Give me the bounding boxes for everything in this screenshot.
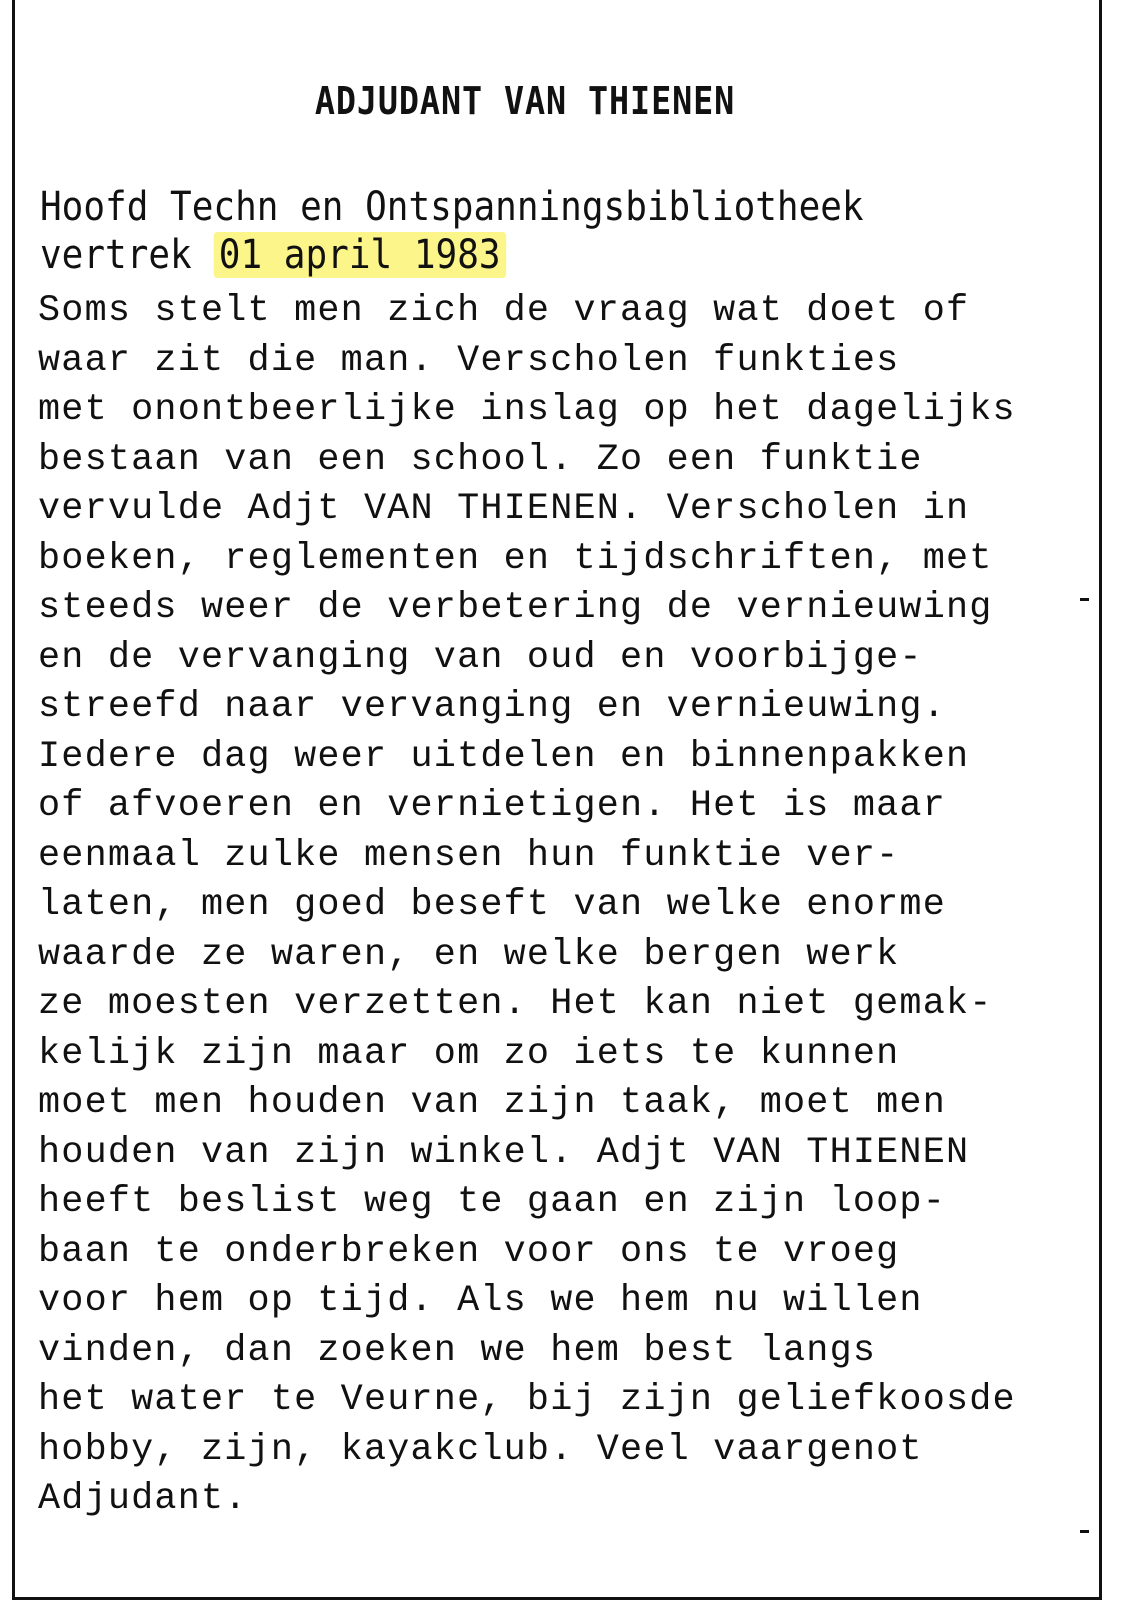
body-text-line: waar zit die man. Verscholen funkties (38, 339, 900, 382)
body-text-line: of afvoeren en vernietigen. Het is maar (38, 785, 946, 827)
body-text-line: laten, men goed beseft van welke enorme (38, 884, 946, 926)
departure-label: vertrek (40, 232, 214, 278)
body-text-line: vervulde Adjt VAN THIENEN. Verscholen in (38, 488, 970, 530)
body-text-line: kelijk zijn maar om zo iets te kunnen (38, 1032, 900, 1075)
body-text-line: streefd naar vervanging en vernieuwing. (38, 686, 946, 728)
body-text-line: boeken, reglementen en tijdschriften, met (38, 537, 993, 580)
heading-line-2 (40, 231, 864, 279)
body-text-line: met onontbeerlijke inslag op het dagelijks (38, 389, 1016, 431)
body-text-line: eenmaal zulke mensen hun funktie ver- (38, 834, 900, 877)
body-text-line: Adjudant. (38, 1478, 248, 1520)
body-text-line: ze moesten verzetten. Het kan niet gemak- (38, 983, 993, 1025)
document-body (38, 287, 1016, 1525)
departure-date: 01 april 1983 (213, 232, 506, 278)
body-text-line: waarde ze waren, en welke bergen werk (38, 933, 900, 976)
frame-tick-mark (1080, 598, 1089, 601)
body-text-line: hobby, zijn, kayakclub. Veel vaargenot (38, 1428, 923, 1471)
frame-tick-mark (1080, 1530, 1089, 1533)
body-text-line: en de vervanging van oud en voorbijge- (38, 636, 923, 679)
body-text-line: voor hem op tijd. Als we hem nu willen (38, 1280, 923, 1322)
body-text-line: Iedere dag weer uitdelen en binnenpakken (38, 735, 970, 778)
heading-line-1: Hoofd Techn en Ontspanningsbibliotheek (40, 184, 864, 230)
body-text-line: baan te onderbreken voor ons te vroeg (38, 1230, 900, 1273)
body-text-line: Soms stelt men zich de vraag wat doet of (38, 290, 970, 332)
body-text-line: heeft beslist weg te gaan en zijn loop- (38, 1181, 946, 1223)
document-title: ADJUDANT VAN THIENEN (314, 79, 736, 123)
body-text-line: bestaan van een school. Zo een funktie (38, 438, 923, 481)
document-heading (40, 183, 864, 279)
body-text-line: steeds weer de verbetering de vernieuwing (38, 587, 993, 629)
body-text-line: houden van zijn winkel. Adjt VAN THIENEN (38, 1131, 970, 1174)
body-text-line: het water te Veurne, bij zijn geliefkoosde (38, 1379, 1016, 1421)
body-text-line: vinden, dan zoeken we hem best langs (38, 1329, 877, 1372)
body-text-line: moet men houden van zijn taak, moet men (38, 1082, 946, 1124)
